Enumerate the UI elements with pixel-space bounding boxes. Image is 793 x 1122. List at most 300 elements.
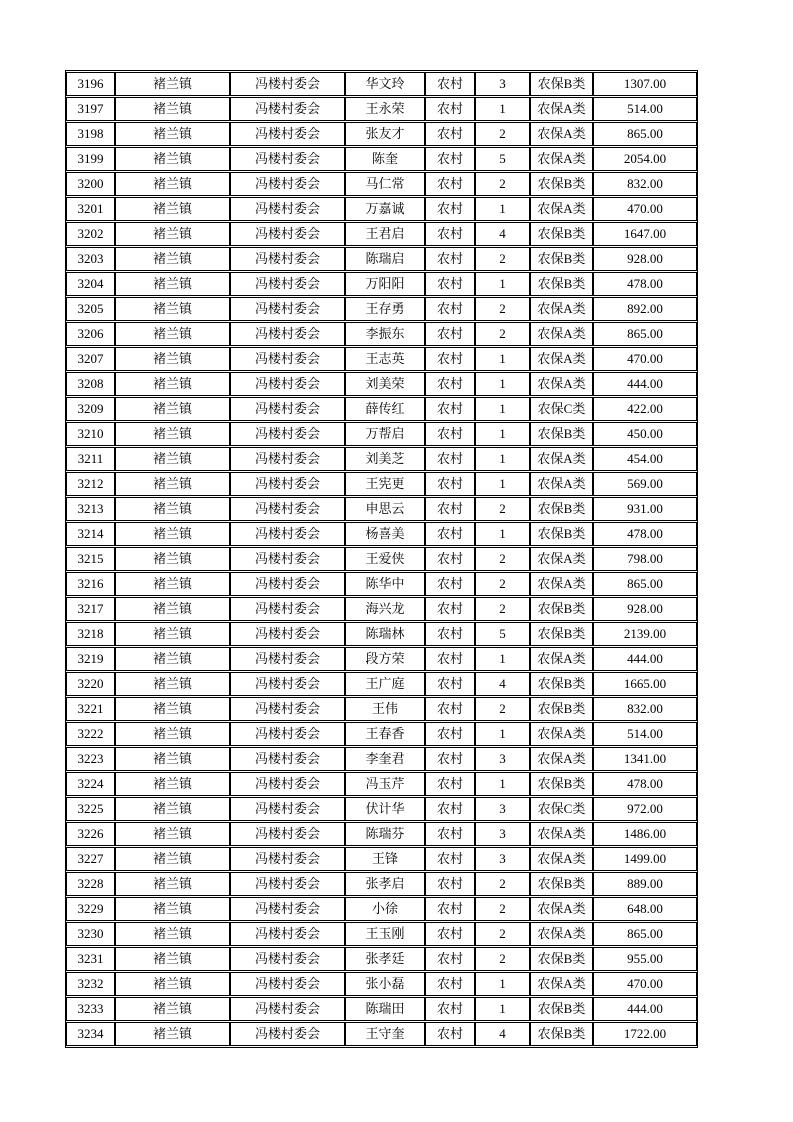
table-row	[66, 872, 697, 896]
insurance-category-cell: 农保B类	[530, 172, 593, 196]
row-number-cell: 3197	[66, 97, 115, 121]
village-cell: 冯楼村委会	[230, 972, 345, 996]
row-number-cell: 3224	[66, 772, 115, 796]
residence-type-cell: 农村	[425, 397, 475, 421]
row-number-cell: 3210	[66, 422, 115, 446]
table-row	[66, 322, 697, 346]
town-cell: 褚兰镇	[115, 397, 230, 421]
row-number-cell: 3200	[66, 172, 115, 196]
row-number-cell: 3219	[66, 647, 115, 671]
person-count-cell: 1	[475, 422, 530, 446]
amount-cell: 1647.00	[593, 222, 697, 246]
name-cell: 陈瑞田	[345, 997, 425, 1021]
amount-cell: 798.00	[593, 547, 697, 571]
table-row	[66, 697, 697, 721]
amount-cell: 865.00	[593, 572, 697, 596]
village-cell: 冯楼村委会	[230, 1022, 345, 1046]
town-cell: 褚兰镇	[115, 847, 230, 871]
row-number-cell: 3206	[66, 322, 115, 346]
person-count-cell: 3	[475, 797, 530, 821]
person-count-cell: 1	[475, 372, 530, 396]
town-cell: 褚兰镇	[115, 597, 230, 621]
insurance-category-cell: 农保C类	[530, 397, 593, 421]
residence-type-cell: 农村	[425, 272, 475, 296]
village-cell: 冯楼村委会	[230, 722, 345, 746]
table-row	[66, 472, 697, 496]
row-number-cell: 3225	[66, 797, 115, 821]
town-cell: 褚兰镇	[115, 497, 230, 521]
residence-type-cell: 农村	[425, 997, 475, 1021]
amount-cell: 648.00	[593, 897, 697, 921]
table-row	[66, 497, 697, 521]
person-count-cell: 5	[475, 147, 530, 171]
person-count-cell: 1	[475, 972, 530, 996]
row-number-cell: 3215	[66, 547, 115, 571]
amount-cell: 478.00	[593, 522, 697, 546]
insurance-category-cell: 农保B类	[530, 872, 593, 896]
table-row	[66, 997, 697, 1021]
residence-type-cell: 农村	[425, 372, 475, 396]
person-count-cell: 2	[475, 547, 530, 571]
row-number-cell: 3216	[66, 572, 115, 596]
row-number-cell: 3230	[66, 922, 115, 946]
amount-cell: 865.00	[593, 122, 697, 146]
name-cell: 王伟	[345, 697, 425, 721]
table-row	[66, 147, 697, 171]
person-count-cell: 3	[475, 747, 530, 771]
residence-type-cell: 农村	[425, 297, 475, 321]
village-cell: 冯楼村委会	[230, 597, 345, 621]
insurance-category-cell: 农保A类	[530, 97, 593, 121]
town-cell: 褚兰镇	[115, 722, 230, 746]
insurance-category-cell: 农保A类	[530, 322, 593, 346]
amount-cell: 1341.00	[593, 747, 697, 771]
residence-type-cell: 农村	[425, 172, 475, 196]
town-cell: 褚兰镇	[115, 772, 230, 796]
town-cell: 褚兰镇	[115, 422, 230, 446]
town-cell: 褚兰镇	[115, 522, 230, 546]
name-cell: 陈华中	[345, 572, 425, 596]
town-cell: 褚兰镇	[115, 822, 230, 846]
person-count-cell: 1	[475, 522, 530, 546]
insurance-category-cell: 农保B类	[530, 597, 593, 621]
row-number-cell: 3227	[66, 847, 115, 871]
residence-type-cell: 农村	[425, 197, 475, 221]
name-cell: 杨喜美	[345, 522, 425, 546]
name-cell: 王守奎	[345, 1022, 425, 1046]
name-cell: 王志英	[345, 347, 425, 371]
insurance-category-cell: 农保A类	[530, 147, 593, 171]
amount-cell: 422.00	[593, 397, 697, 421]
insurance-category-cell: 农保A类	[530, 447, 593, 471]
residence-type-cell: 农村	[425, 1022, 475, 1046]
table-row	[66, 897, 697, 921]
name-cell: 张小磊	[345, 972, 425, 996]
residence-type-cell: 农村	[425, 547, 475, 571]
person-count-cell: 1	[475, 272, 530, 296]
row-number-cell: 3218	[66, 622, 115, 646]
name-cell: 王广庭	[345, 672, 425, 696]
person-count-cell: 5	[475, 622, 530, 646]
amount-cell: 865.00	[593, 922, 697, 946]
village-cell: 冯楼村委会	[230, 947, 345, 971]
table-row	[66, 122, 697, 146]
table-row	[66, 597, 697, 621]
village-cell: 冯楼村委会	[230, 222, 345, 246]
person-count-cell: 3	[475, 72, 530, 96]
person-count-cell: 2	[475, 122, 530, 146]
village-cell: 冯楼村委会	[230, 572, 345, 596]
row-number-cell: 3226	[66, 822, 115, 846]
insurance-category-cell: 农保B类	[530, 72, 593, 96]
name-cell: 海兴龙	[345, 597, 425, 621]
row-number-cell: 3234	[66, 1022, 115, 1046]
town-cell: 褚兰镇	[115, 547, 230, 571]
person-count-cell: 2	[475, 872, 530, 896]
residence-type-cell: 农村	[425, 672, 475, 696]
name-cell: 华文玲	[345, 72, 425, 96]
residence-type-cell: 农村	[425, 247, 475, 271]
residence-type-cell: 农村	[425, 947, 475, 971]
insurance-category-cell: 农保A类	[530, 647, 593, 671]
insurance-category-cell: 农保A类	[530, 547, 593, 571]
table-outer-border	[65, 70, 698, 1048]
name-cell: 万嘉诚	[345, 197, 425, 221]
insurance-category-cell: 农保A类	[530, 197, 593, 221]
village-cell: 冯楼村委会	[230, 272, 345, 296]
person-count-cell: 2	[475, 247, 530, 271]
town-cell: 褚兰镇	[115, 872, 230, 896]
amount-cell: 478.00	[593, 772, 697, 796]
table-row	[66, 922, 697, 946]
residence-type-cell: 农村	[425, 147, 475, 171]
town-cell: 褚兰镇	[115, 697, 230, 721]
amount-cell: 470.00	[593, 347, 697, 371]
town-cell: 褚兰镇	[115, 97, 230, 121]
name-cell: 王玉刚	[345, 922, 425, 946]
name-cell: 陈瑞林	[345, 622, 425, 646]
table-row	[66, 572, 697, 596]
person-count-cell: 2	[475, 497, 530, 521]
village-cell: 冯楼村委会	[230, 172, 345, 196]
village-cell: 冯楼村委会	[230, 997, 345, 1021]
town-cell: 褚兰镇	[115, 297, 230, 321]
table-row	[66, 847, 697, 871]
table-row	[66, 772, 697, 796]
amount-cell: 450.00	[593, 422, 697, 446]
village-cell: 冯楼村委会	[230, 697, 345, 721]
name-cell: 王宪更	[345, 472, 425, 496]
table-row	[66, 247, 697, 271]
town-cell: 褚兰镇	[115, 122, 230, 146]
row-number-cell: 3217	[66, 597, 115, 621]
row-number-cell: 3232	[66, 972, 115, 996]
table-row	[66, 822, 697, 846]
insurance-category-cell: 农保A类	[530, 822, 593, 846]
village-cell: 冯楼村委会	[230, 747, 345, 771]
name-cell: 张友才	[345, 122, 425, 146]
table-row	[66, 447, 697, 471]
amount-cell: 2054.00	[593, 147, 697, 171]
town-cell: 褚兰镇	[115, 322, 230, 346]
town-cell: 褚兰镇	[115, 222, 230, 246]
town-cell: 褚兰镇	[115, 172, 230, 196]
row-number-cell: 3221	[66, 697, 115, 721]
table-body	[66, 72, 697, 1046]
row-number-cell: 3201	[66, 197, 115, 221]
name-cell: 小徐	[345, 897, 425, 921]
residence-type-cell: 农村	[425, 897, 475, 921]
name-cell: 刘美荣	[345, 372, 425, 396]
insurance-category-cell: 农保A类	[530, 472, 593, 496]
residence-type-cell: 农村	[425, 847, 475, 871]
row-number-cell: 3222	[66, 722, 115, 746]
name-cell: 王君启	[345, 222, 425, 246]
residence-type-cell: 农村	[425, 772, 475, 796]
residence-type-cell: 农村	[425, 522, 475, 546]
residence-type-cell: 农村	[425, 472, 475, 496]
amount-cell: 865.00	[593, 322, 697, 346]
row-number-cell: 3213	[66, 497, 115, 521]
village-cell: 冯楼村委会	[230, 547, 345, 571]
table-row	[66, 672, 697, 696]
name-cell: 陈瑞启	[345, 247, 425, 271]
row-number-cell: 3196	[66, 72, 115, 96]
amount-cell: 454.00	[593, 447, 697, 471]
amount-cell: 928.00	[593, 597, 697, 621]
village-cell: 冯楼村委会	[230, 347, 345, 371]
residence-type-cell: 农村	[425, 622, 475, 646]
table-row	[66, 747, 697, 771]
residence-type-cell: 农村	[425, 722, 475, 746]
person-count-cell: 3	[475, 822, 530, 846]
table-row	[66, 647, 697, 671]
village-cell: 冯楼村委会	[230, 797, 345, 821]
village-cell: 冯楼村委会	[230, 847, 345, 871]
amount-cell: 470.00	[593, 197, 697, 221]
amount-cell: 478.00	[593, 272, 697, 296]
insurance-category-cell: 农保B类	[530, 497, 593, 521]
table-row	[66, 622, 697, 646]
table-row	[66, 172, 697, 196]
table-row	[66, 797, 697, 821]
town-cell: 褚兰镇	[115, 372, 230, 396]
insurance-category-cell: 农保B类	[530, 947, 593, 971]
insurance-category-cell: 农保B类	[530, 272, 593, 296]
table-row	[66, 1022, 697, 1046]
person-count-cell: 1	[475, 722, 530, 746]
insurance-category-cell: 农保B类	[530, 522, 593, 546]
residence-type-cell: 农村	[425, 497, 475, 521]
name-cell: 万帮启	[345, 422, 425, 446]
residence-type-cell: 农村	[425, 347, 475, 371]
amount-cell: 832.00	[593, 697, 697, 721]
insurance-category-cell: 农保B类	[530, 697, 593, 721]
person-count-cell: 3	[475, 847, 530, 871]
row-number-cell: 3214	[66, 522, 115, 546]
village-cell: 冯楼村委会	[230, 297, 345, 321]
table-row	[66, 297, 697, 321]
row-number-cell: 3231	[66, 947, 115, 971]
name-cell: 王锋	[345, 847, 425, 871]
person-count-cell: 2	[475, 572, 530, 596]
name-cell: 薛传红	[345, 397, 425, 421]
residence-type-cell: 农村	[425, 972, 475, 996]
town-cell: 褚兰镇	[115, 797, 230, 821]
town-cell: 褚兰镇	[115, 897, 230, 921]
village-cell: 冯楼村委会	[230, 447, 345, 471]
town-cell: 褚兰镇	[115, 647, 230, 671]
amount-cell: 928.00	[593, 247, 697, 271]
town-cell: 褚兰镇	[115, 747, 230, 771]
insurance-category-cell: 农保A类	[530, 722, 593, 746]
amount-cell: 892.00	[593, 297, 697, 321]
village-cell: 冯楼村委会	[230, 897, 345, 921]
table-row	[66, 522, 697, 546]
name-cell: 刘美芝	[345, 447, 425, 471]
residence-type-cell: 农村	[425, 122, 475, 146]
table-row	[66, 347, 697, 371]
town-cell: 褚兰镇	[115, 972, 230, 996]
name-cell: 段方荣	[345, 647, 425, 671]
village-cell: 冯楼村委会	[230, 772, 345, 796]
name-cell: 申思云	[345, 497, 425, 521]
amount-cell: 1722.00	[593, 1022, 697, 1046]
amount-cell: 832.00	[593, 172, 697, 196]
residence-type-cell: 农村	[425, 572, 475, 596]
person-count-cell: 1	[475, 197, 530, 221]
person-count-cell: 1	[475, 772, 530, 796]
person-count-cell: 1	[475, 397, 530, 421]
insurance-category-cell: 农保A类	[530, 572, 593, 596]
row-number-cell: 3205	[66, 297, 115, 321]
residence-type-cell: 农村	[425, 322, 475, 346]
amount-cell: 470.00	[593, 972, 697, 996]
village-cell: 冯楼村委会	[230, 72, 345, 96]
row-number-cell: 3203	[66, 247, 115, 271]
town-cell: 褚兰镇	[115, 947, 230, 971]
residence-type-cell: 农村	[425, 222, 475, 246]
row-number-cell: 3220	[66, 672, 115, 696]
amount-cell: 972.00	[593, 797, 697, 821]
insurance-category-cell: 农保B类	[530, 997, 593, 1021]
person-count-cell: 2	[475, 922, 530, 946]
name-cell: 王爱侠	[345, 547, 425, 571]
village-cell: 冯楼村委会	[230, 822, 345, 846]
amount-cell: 931.00	[593, 497, 697, 521]
amount-cell: 889.00	[593, 872, 697, 896]
insurance-category-cell: 农保B类	[530, 672, 593, 696]
village-cell: 冯楼村委会	[230, 622, 345, 646]
town-cell: 褚兰镇	[115, 622, 230, 646]
table-row	[66, 272, 697, 296]
insurance-category-cell: 农保B类	[530, 772, 593, 796]
table-row	[66, 72, 697, 96]
person-count-cell: 2	[475, 947, 530, 971]
residence-type-cell: 农村	[425, 872, 475, 896]
name-cell: 伏计华	[345, 797, 425, 821]
residence-type-cell: 农村	[425, 697, 475, 721]
town-cell: 褚兰镇	[115, 1022, 230, 1046]
amount-cell: 2139.00	[593, 622, 697, 646]
table-row	[66, 97, 697, 121]
table-row	[66, 422, 697, 446]
name-cell: 冯玉芹	[345, 772, 425, 796]
amount-cell: 514.00	[593, 97, 697, 121]
name-cell: 王春香	[345, 722, 425, 746]
person-count-cell: 1	[475, 472, 530, 496]
residence-type-cell: 农村	[425, 822, 475, 846]
town-cell: 褚兰镇	[115, 272, 230, 296]
village-cell: 冯楼村委会	[230, 922, 345, 946]
person-count-cell: 4	[475, 672, 530, 696]
town-cell: 褚兰镇	[115, 347, 230, 371]
row-number-cell: 3198	[66, 122, 115, 146]
amount-cell: 569.00	[593, 472, 697, 496]
town-cell: 褚兰镇	[115, 447, 230, 471]
insurance-category-cell: 农保A类	[530, 922, 593, 946]
insurance-category-cell: 农保A类	[530, 372, 593, 396]
table-row	[66, 972, 697, 996]
village-cell: 冯楼村委会	[230, 122, 345, 146]
residence-type-cell: 农村	[425, 922, 475, 946]
name-cell: 王永荣	[345, 97, 425, 121]
row-number-cell: 3223	[66, 747, 115, 771]
insurance-category-cell: 农保A类	[530, 297, 593, 321]
table-row	[66, 197, 697, 221]
table-row	[66, 372, 697, 396]
village-cell: 冯楼村委会	[230, 672, 345, 696]
table-row	[66, 547, 697, 571]
person-count-cell: 2	[475, 172, 530, 196]
town-cell: 褚兰镇	[115, 672, 230, 696]
amount-cell: 1486.00	[593, 822, 697, 846]
row-number-cell: 3199	[66, 147, 115, 171]
amount-cell: 444.00	[593, 647, 697, 671]
name-cell: 王存勇	[345, 297, 425, 321]
person-count-cell: 1	[475, 447, 530, 471]
village-cell: 冯楼村委会	[230, 497, 345, 521]
row-number-cell: 3209	[66, 397, 115, 421]
village-cell: 冯楼村委会	[230, 472, 345, 496]
name-cell: 万阳阳	[345, 272, 425, 296]
town-cell: 褚兰镇	[115, 72, 230, 96]
row-number-cell: 3233	[66, 997, 115, 1021]
name-cell: 李振东	[345, 322, 425, 346]
village-cell: 冯楼村委会	[230, 872, 345, 896]
name-cell: 陈瑞芬	[345, 822, 425, 846]
row-number-cell: 3211	[66, 447, 115, 471]
table-row	[66, 947, 697, 971]
row-number-cell: 3212	[66, 472, 115, 496]
person-count-cell: 1	[475, 647, 530, 671]
row-number-cell: 3208	[66, 372, 115, 396]
row-number-cell: 3228	[66, 872, 115, 896]
person-count-cell: 2	[475, 697, 530, 721]
person-count-cell: 1	[475, 347, 530, 371]
person-count-cell: 2	[475, 322, 530, 346]
insurance-category-cell: 农保B类	[530, 247, 593, 271]
village-cell: 冯楼村委会	[230, 372, 345, 396]
town-cell: 褚兰镇	[115, 997, 230, 1021]
village-cell: 冯楼村委会	[230, 247, 345, 271]
village-cell: 冯楼村委会	[230, 97, 345, 121]
insurance-category-cell: 农保B类	[530, 1022, 593, 1046]
person-count-cell: 4	[475, 1022, 530, 1046]
amount-cell: 1307.00	[593, 72, 697, 96]
person-count-cell: 1	[475, 97, 530, 121]
residence-type-cell: 农村	[425, 597, 475, 621]
